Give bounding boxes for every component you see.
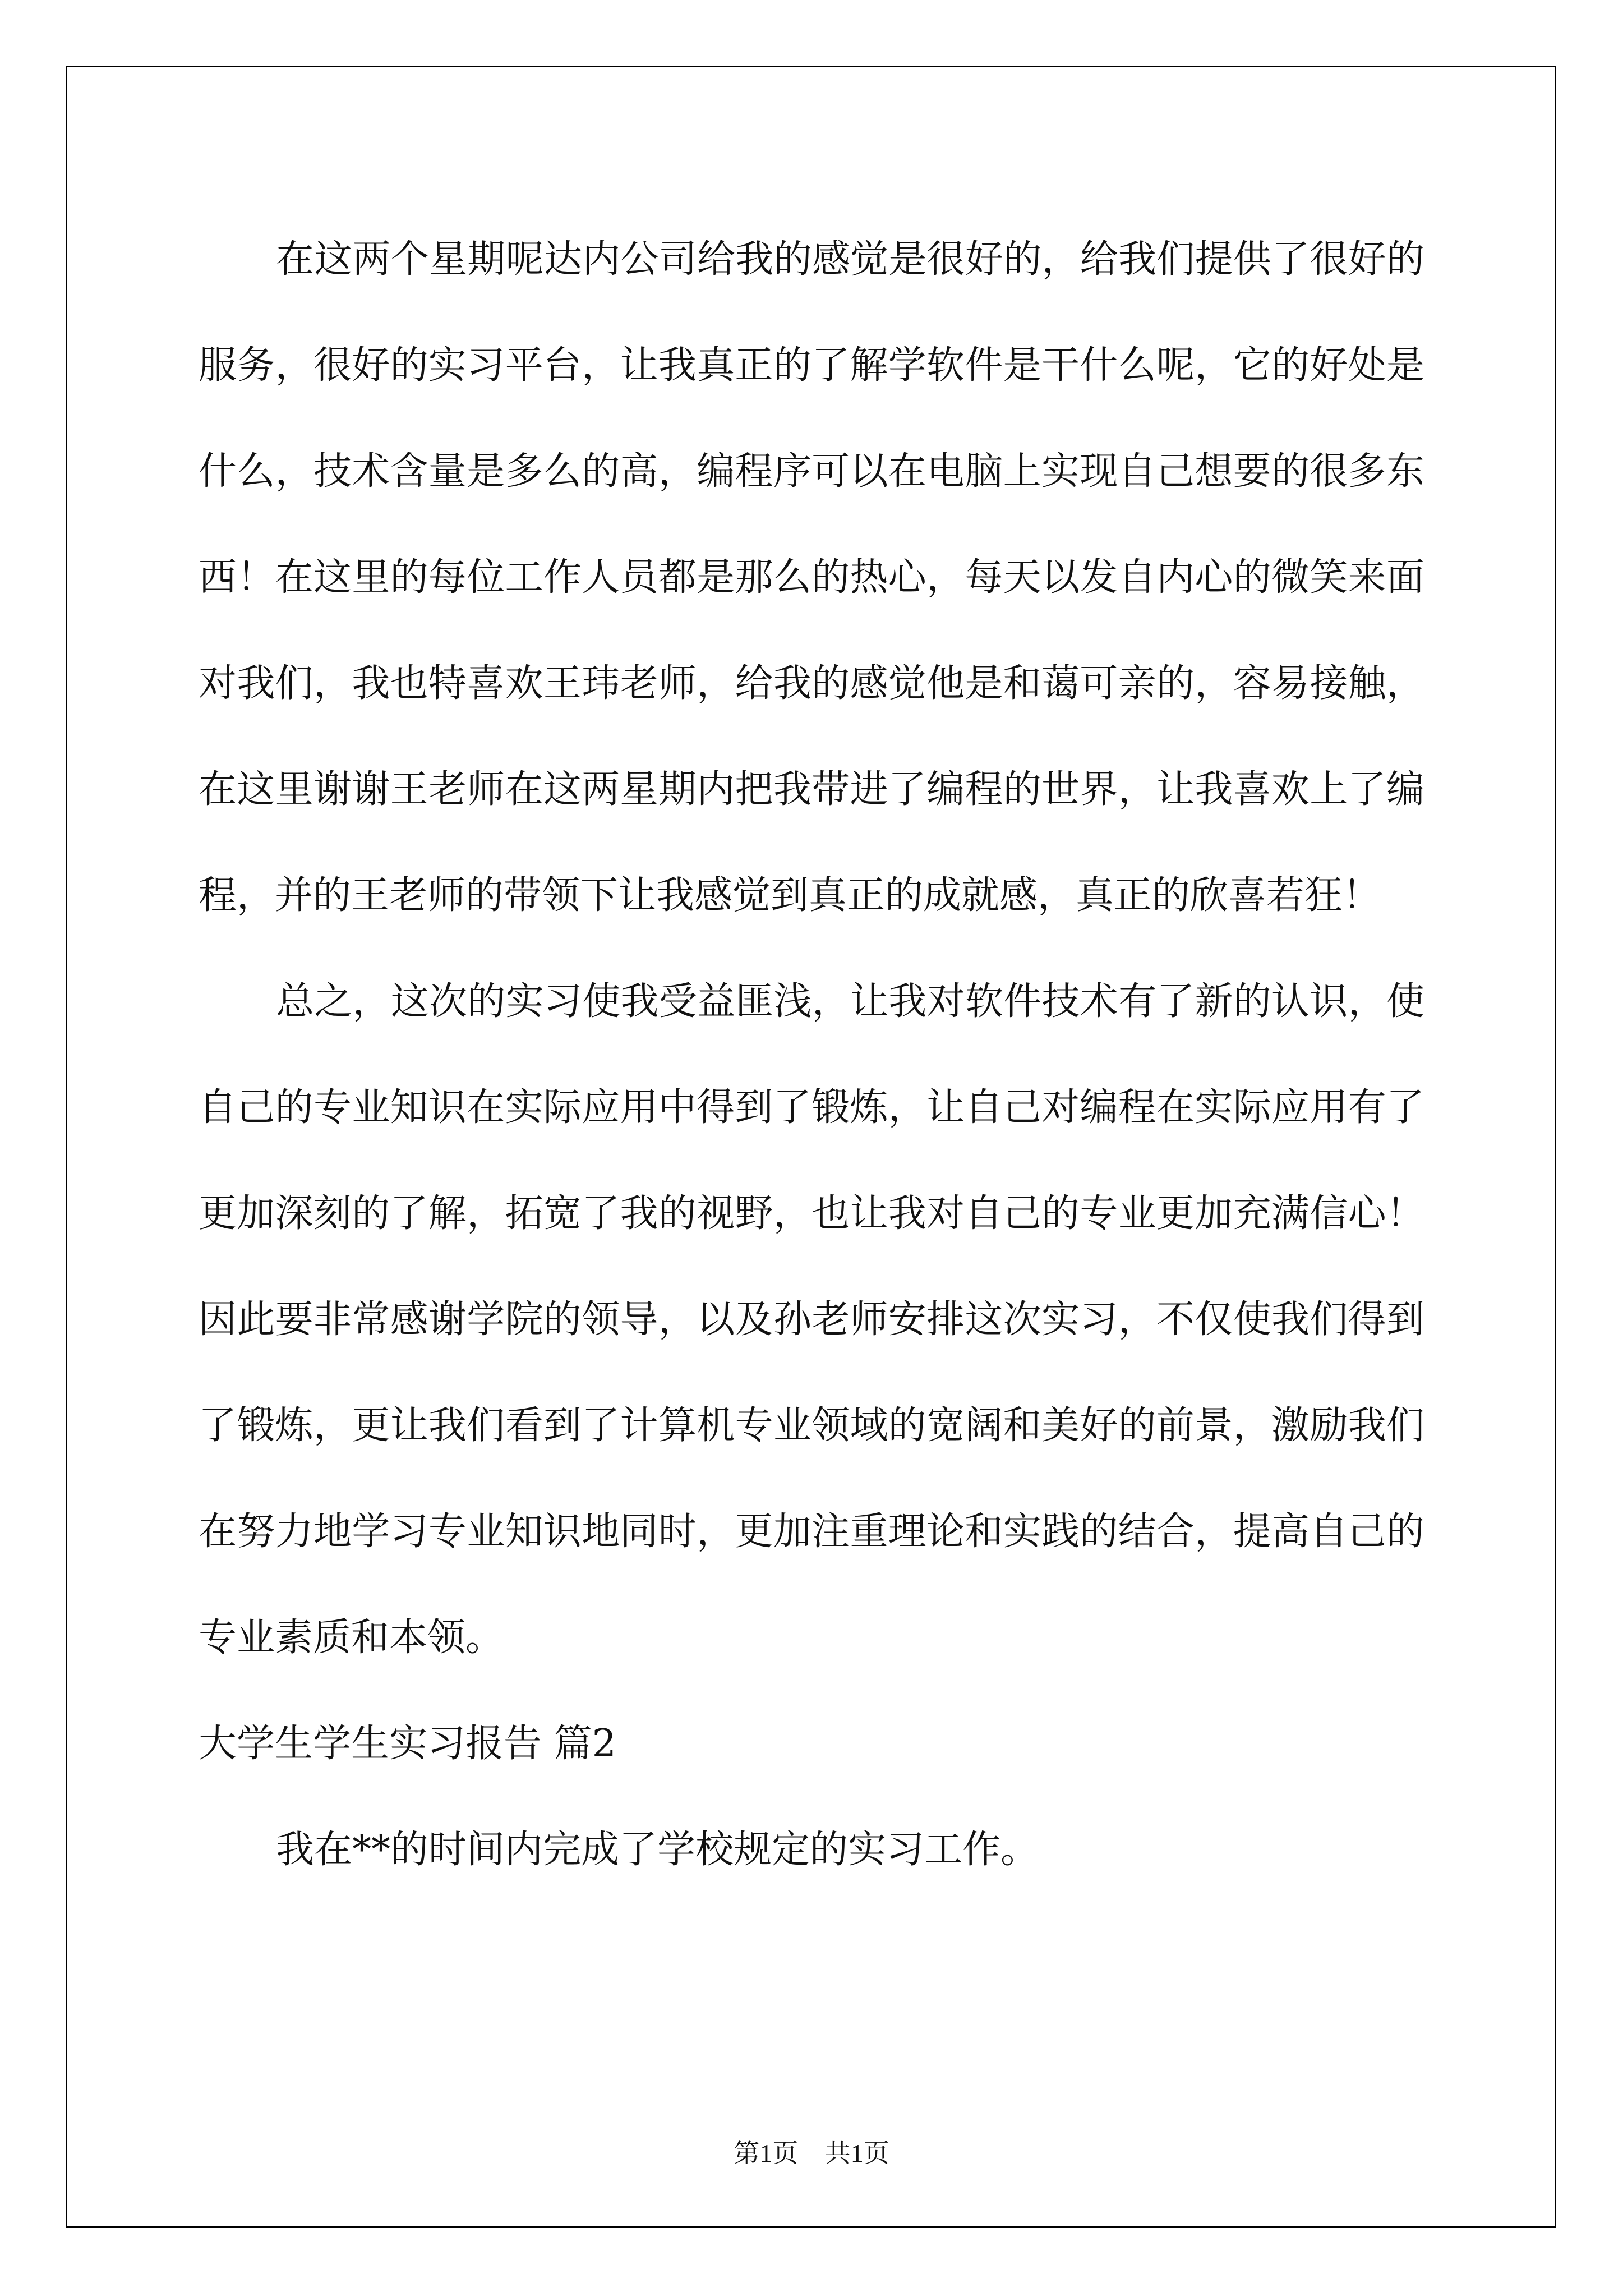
body-paragraph-2: 总之，这次的实习使我受益匪浅，让我对软件技术有了新的认识，使自己的专业知识在实际应用中得到了锻炼，让自己对编程在实际应用有了更加深刻的了解，拓宽了我的视野，也让我对自己的专业更加充满信心！因此要非常感谢学院的领导，以及孙老师安排这次实习，不仅使我们得到了锻炼，更让我们看到了计算机专业领域的宽阔和美好的前景，激励我们在努力地学习专业知识地同时，更加注重理论和实践的结合，提高自己的专业素质和本领。 [199, 979, 1424, 1660]
body-paragraph-1: 在这两个星期呢达内公司给我的感觉是很好的，给我们提供了很好的服务，很好的实习平台，让我真正的了解学软件是干什么呢，它的好处是什么，技术含量是多么的高，编程序可以在电脑上实现自己想要的很多东西！在这里的每位工作人员都是那么的热心，每天以发自内心的微笑来面对我们，我也特喜欢王玮老师，给我的感觉他是和蔼可亲的，容易接触，在这里谢谢王老师在这两星期内把我带进了编程的世界，让我喜欢上了编程，并的王老师的带领下让我感觉到真正的成就感，真正的欣喜若狂！ [199, 237, 1424, 918]
page-number: 第1页 [734, 2139, 799, 2168]
document-body [199, 206, 1424, 1903]
page-total: 共1页 [824, 2139, 889, 2168]
section-heading: 大学生学生实习报告 篇2 [199, 1722, 616, 1766]
section-paragraph: 我在**的时间内完成了学校规定的实习工作。 [276, 1828, 1039, 1872]
page-footer [0, 2133, 1623, 2170]
